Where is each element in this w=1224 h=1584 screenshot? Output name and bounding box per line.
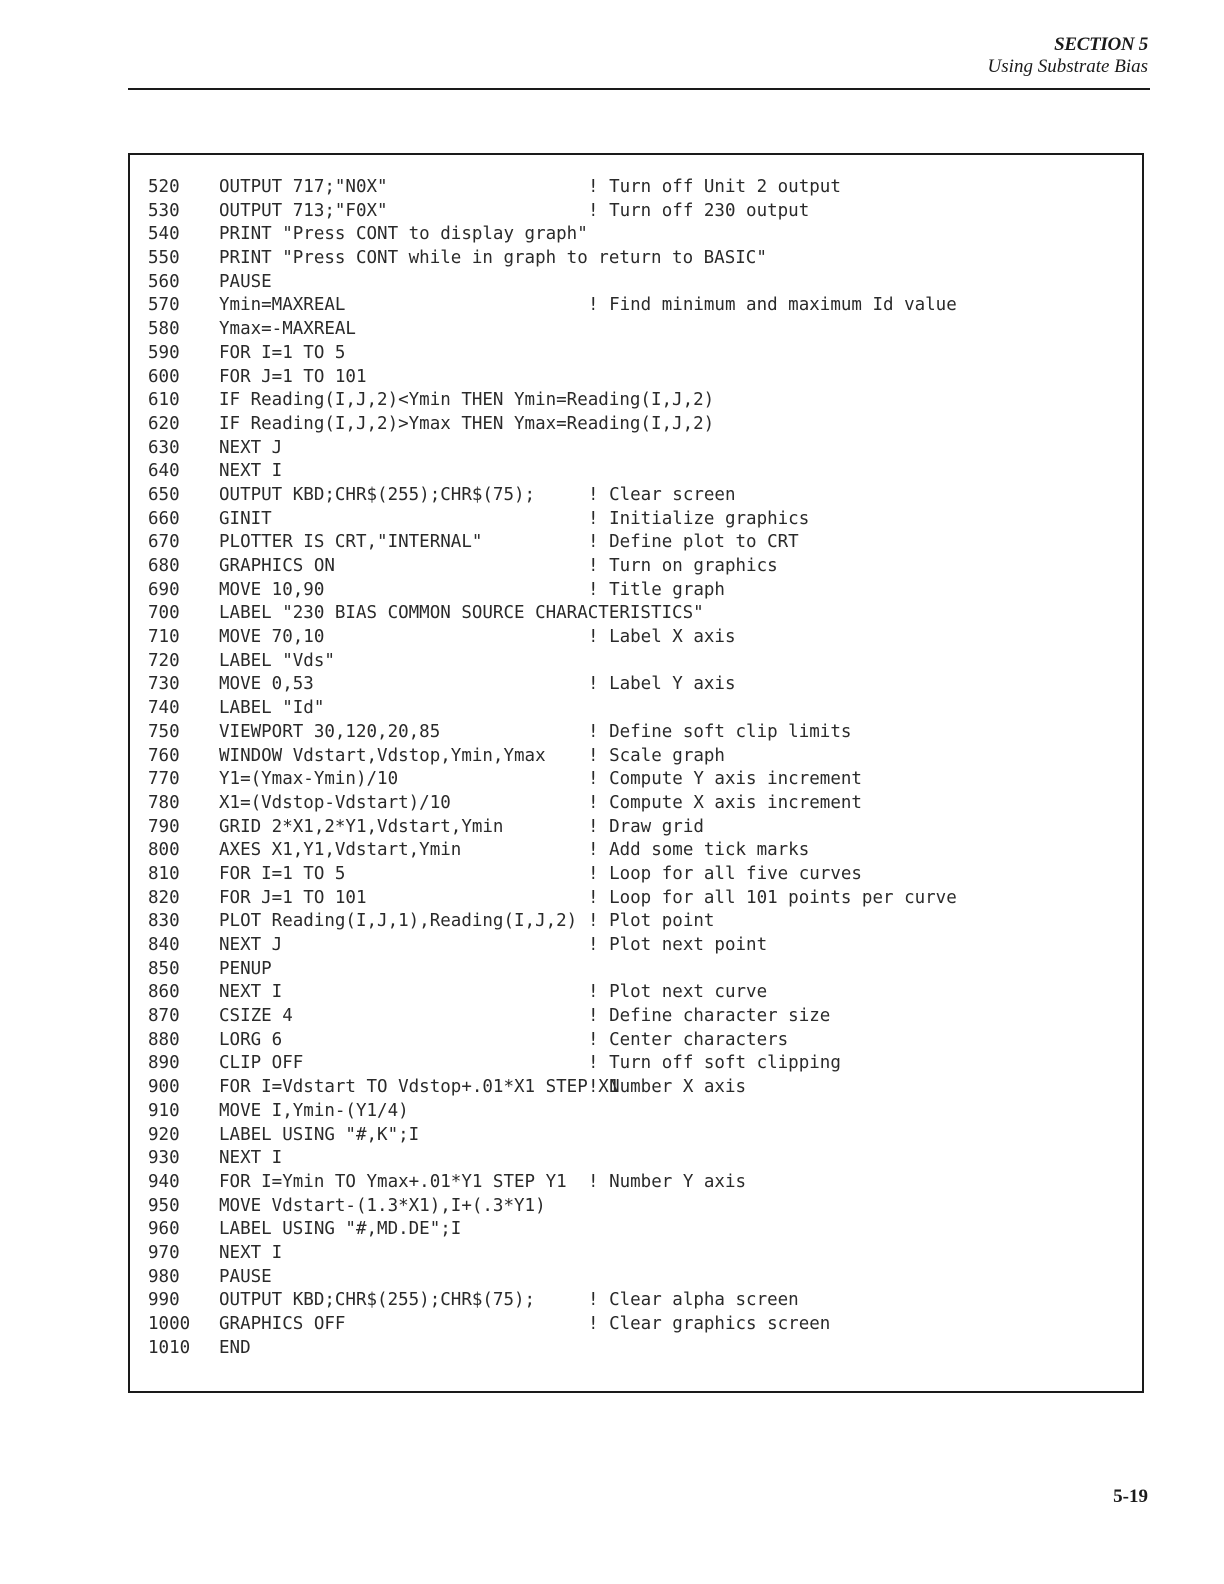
code-line: [148, 697, 957, 721]
line-number: 860: [148, 982, 180, 1003]
code-statement: FOR I=1 TO 5: [219, 863, 346, 884]
code-statement: OUTPUT 717;"N0X": [219, 177, 388, 197]
code-statement: LABEL "230 BIAS COMMON SOURCE CHARACTERISTICS": [219, 603, 704, 624]
code-line: [148, 1337, 957, 1361]
line-number: 980: [148, 1266, 180, 1287]
line-number: 890: [148, 1053, 180, 1074]
code-statement: PAUSE: [219, 271, 272, 292]
code-comment: ! Loop for all 101 points per curve: [588, 887, 957, 908]
code-line: [148, 981, 957, 1005]
code-comment: ! Label X axis: [588, 627, 736, 648]
code-statement: AXES X1,Y1,Vdstart,Ymin: [219, 840, 462, 861]
line-number: 800: [148, 840, 180, 861]
code-line: [148, 1195, 957, 1219]
line-number: 810: [148, 863, 180, 884]
line-number: 710: [148, 627, 180, 648]
code-line: [148, 579, 957, 603]
code-statement: GRAPHICS OFF: [219, 1314, 346, 1334]
code-statement: MOVE 0,53: [219, 674, 314, 695]
code-comment: ! Turn on graphics: [588, 556, 778, 576]
code-statement: PENUP: [219, 958, 272, 979]
code-listing-box: [128, 153, 1144, 1393]
code-comment: ! Compute Y axis increment: [588, 769, 862, 790]
line-number: 840: [148, 935, 180, 955]
code-comment: ! Compute X axis increment: [588, 792, 862, 813]
line-number: 920: [148, 1124, 180, 1145]
code-line: [148, 389, 957, 413]
line-number: 680: [148, 556, 180, 576]
code-comment: ! Loop for all five curves: [588, 863, 862, 884]
code-line: [148, 745, 957, 769]
code-line: [148, 934, 957, 958]
code-statement: CLIP OFF: [219, 1053, 304, 1074]
code-comment: ! Initialize graphics: [588, 508, 810, 529]
code-line: [148, 342, 957, 366]
code-statement: OUTPUT KBD;CHR$(255);CHR$(75);: [219, 484, 536, 505]
code-statement: NEXT I: [219, 1148, 283, 1169]
code-comment: ! Add some tick marks: [588, 840, 810, 861]
line-number: 730: [148, 674, 180, 695]
line-number: 930: [148, 1148, 180, 1169]
code-line: [148, 294, 957, 318]
code-line: [148, 1242, 957, 1266]
code-statement: MOVE I,Ymin-(Y1/4): [219, 1100, 409, 1121]
line-number: 720: [148, 650, 180, 671]
code-comment: ! Plot next point: [588, 935, 768, 955]
line-number: 530: [148, 200, 180, 221]
line-number: 740: [148, 698, 180, 719]
line-number: 780: [148, 792, 180, 813]
code-line: [148, 271, 957, 295]
code-line: [148, 200, 957, 224]
code-comment: ! Clear graphics screen: [588, 1314, 831, 1334]
line-number: 770: [148, 769, 180, 790]
code-statement: MOVE Vdstart-(1.3*X1),I+(.3*Y1): [219, 1195, 546, 1216]
line-number: 790: [148, 816, 180, 837]
line-number: 650: [148, 484, 180, 505]
code-line: [148, 626, 957, 650]
code-comment: ! Define plot to CRT: [588, 532, 799, 553]
code-line: [148, 1266, 957, 1290]
code-statement: END: [219, 1337, 251, 1358]
line-number: 670: [148, 532, 180, 553]
header-rule: [128, 88, 1150, 90]
code-comment: ! Center characters: [588, 1029, 789, 1050]
code-line: [148, 1124, 957, 1148]
code-line: [148, 1313, 957, 1337]
code-statement: NEXT J: [219, 437, 283, 458]
code-line: [148, 1029, 957, 1053]
code-statement: Y1=(Ymax-Ymin)/10: [219, 769, 399, 790]
code-statement: PLOTTER IS CRT,"INTERNAL": [219, 532, 483, 553]
code-comment: ! Label Y axis: [588, 674, 736, 695]
line-number: 570: [148, 295, 180, 316]
code-comment: ! Define character size: [588, 1006, 831, 1027]
code-statement: PAUSE: [219, 1266, 272, 1287]
code-statement: FOR I=Ymin TO Ymax+.01*Y1 STEP Y1: [219, 1171, 567, 1192]
code-comment: ! Clear alpha screen: [588, 1290, 799, 1311]
code-line: [148, 531, 957, 555]
code-line: [148, 887, 957, 911]
code-statement: PRINT "Press CONT to display graph": [219, 224, 588, 245]
line-number: 880: [148, 1029, 180, 1050]
code-statement: GRAPHICS ON: [219, 556, 335, 576]
code-statement: NEXT I: [219, 982, 283, 1003]
code-statement: X1=(Vdstop-Vdstart)/10: [219, 792, 451, 813]
line-number: 600: [148, 366, 180, 387]
code-comment: ! Clear screen: [588, 484, 736, 505]
line-number: 690: [148, 579, 180, 600]
code-line: [148, 366, 957, 390]
code-statement: LORG 6: [219, 1029, 283, 1050]
line-number: 610: [148, 390, 180, 411]
line-number: 830: [148, 911, 180, 932]
code-statement: MOVE 70,10: [219, 627, 325, 648]
code-statement: WINDOW Vdstart,Vdstop,Ymin,Ymax: [219, 745, 546, 766]
code-comment: ! Title graph: [588, 579, 725, 600]
code-line: [148, 1005, 957, 1029]
code-statement: MOVE 10,90: [219, 579, 325, 600]
code-comment: ! Plot point: [588, 911, 715, 932]
code-statement: Ymax=-MAXREAL: [219, 319, 356, 340]
code-statement: FOR I=Vdstart TO Vdstop+.01*X1 STEP X1: [219, 1077, 620, 1098]
code-line: [148, 437, 957, 461]
code-line: [148, 839, 957, 863]
code-comment: ! Scale graph: [588, 745, 725, 766]
code-line: [148, 816, 957, 840]
code-line: [148, 508, 957, 532]
code-line: [148, 863, 957, 887]
code-statement: VIEWPORT 30,120,20,85: [219, 721, 441, 742]
code-listing: [148, 176, 957, 1360]
line-number: 580: [148, 319, 180, 340]
code-line: [148, 1147, 957, 1171]
code-statement: PLOT Reading(I,J,1),Reading(I,J,2): [219, 911, 578, 932]
line-number: 620: [148, 413, 180, 434]
code-statement: NEXT I: [219, 461, 283, 482]
line-number: 900: [148, 1077, 180, 1098]
code-statement: GRID 2*X1,2*Y1,Vdstart,Ymin: [219, 816, 504, 837]
line-number: 960: [148, 1219, 180, 1240]
code-statement: NEXT I: [219, 1242, 283, 1263]
code-line: [148, 768, 957, 792]
code-line: [148, 460, 957, 484]
code-line: [148, 1052, 957, 1076]
code-comment: ! Define soft clip limits: [588, 721, 852, 742]
code-line: [148, 1076, 957, 1100]
line-number: 640: [148, 461, 180, 482]
line-number: 820: [148, 887, 180, 908]
line-number: 850: [148, 958, 180, 979]
line-number: 940: [148, 1171, 180, 1192]
code-statement: GINIT: [219, 508, 272, 529]
code-statement: IF Reading(I,J,2)>Ymax THEN Ymax=Reading(I,J,2): [219, 413, 715, 434]
code-statement: PRINT "Press CONT while in graph to return to BASIC": [219, 248, 767, 269]
page-number: 5-19: [1113, 1486, 1148, 1507]
code-line: [148, 673, 957, 697]
code-line: [148, 1171, 957, 1195]
code-line: [148, 792, 957, 816]
code-line: [148, 484, 957, 508]
code-statement: FOR J=1 TO 101: [219, 887, 367, 908]
code-statement: OUTPUT 713;"F0X": [219, 200, 388, 221]
code-comment: ! Turn off 230 output: [588, 200, 810, 221]
line-number: 990: [148, 1290, 180, 1311]
code-statement: LABEL "Id": [219, 698, 325, 719]
code-line: [148, 958, 957, 982]
code-comment: ! Plot next curve: [588, 982, 768, 1003]
code-line: [148, 555, 957, 579]
page-header: [988, 34, 1148, 78]
line-number: 660: [148, 508, 180, 529]
code-line: [148, 721, 957, 745]
line-number: 1010: [148, 1337, 191, 1358]
code-statement: IF Reading(I,J,2)<Ymin THEN Ymin=Reading(I,J,2): [219, 390, 715, 411]
code-statement: LABEL "Vds": [219, 650, 335, 671]
section-subtitle: Using Substrate Bias: [987, 56, 1148, 77]
line-number: 760: [148, 745, 180, 766]
line-number: 970: [148, 1242, 180, 1263]
code-comment: ! Find minimum and maximum Id value: [588, 295, 957, 316]
code-line: [148, 176, 957, 200]
line-number: 590: [148, 342, 180, 363]
code-statement: FOR I=1 TO 5: [219, 342, 346, 363]
code-statement: OUTPUT KBD;CHR$(255);CHR$(75);: [219, 1290, 536, 1311]
code-line: [148, 413, 957, 437]
line-number: 1000: [148, 1314, 191, 1334]
section-title: SECTION 5: [1054, 34, 1148, 55]
line-number: 520: [148, 177, 180, 197]
line-number: 910: [148, 1100, 180, 1121]
code-line: [148, 650, 957, 674]
code-comment: ! Turn off Unit 2 output: [588, 177, 841, 197]
code-comment: ! Turn off soft clipping: [588, 1053, 841, 1074]
code-statement: LABEL USING "#,K";I: [219, 1124, 420, 1145]
line-number: 550: [148, 248, 180, 269]
code-line: [148, 318, 957, 342]
code-statement: LABEL USING "#,MD.DE";I: [219, 1219, 462, 1240]
line-number: 540: [148, 224, 180, 245]
line-number: 630: [148, 437, 180, 458]
code-comment: ! Number Y axis: [588, 1171, 747, 1192]
line-number: 870: [148, 1006, 180, 1027]
code-comment: ! Number X axis: [588, 1077, 747, 1098]
line-number: 950: [148, 1195, 180, 1216]
code-line: [148, 1218, 957, 1242]
code-line: [148, 602, 957, 626]
line-number: 700: [148, 603, 180, 624]
code-line: [148, 910, 957, 934]
code-line: [148, 1100, 957, 1124]
code-statement: CSIZE 4: [219, 1006, 293, 1027]
code-line: [148, 247, 957, 271]
code-line: [148, 1289, 957, 1313]
code-statement: FOR J=1 TO 101: [219, 366, 367, 387]
code-line: [148, 223, 957, 247]
line-number: 750: [148, 721, 180, 742]
code-comment: ! Draw grid: [588, 816, 704, 837]
line-number: 560: [148, 271, 180, 292]
code-statement: Ymin=MAXREAL: [219, 295, 346, 316]
code-statement: NEXT J: [219, 935, 283, 955]
